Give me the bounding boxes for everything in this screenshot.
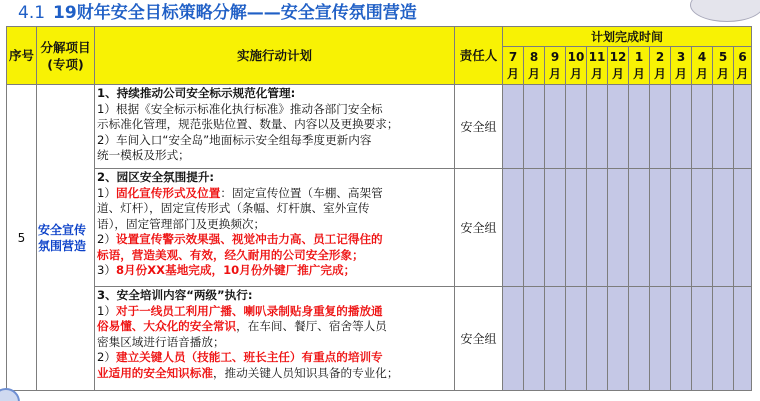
- schedule-cell: [692, 169, 713, 287]
- schedule-cell: [713, 85, 734, 169]
- month-number: 2: [655, 49, 665, 64]
- item-number: 1）: [97, 303, 116, 318]
- section-2-line: 语），固定管理部门及更换频次；: [97, 216, 266, 231]
- month-header: [629, 47, 650, 85]
- item-number: 2）: [97, 232, 116, 246]
- plan-section-2: [95, 169, 455, 287]
- month-suffix: 月: [736, 66, 749, 81]
- section-2-line: 道、灯杆），固定宣传形式（条幅、灯杆旗、室外宣传: [97, 201, 370, 215]
- schedule-cell: [629, 85, 650, 169]
- row-item: [37, 85, 95, 391]
- schedule-cell: [587, 287, 608, 391]
- strategy-table: [6, 26, 752, 391]
- schedule-cell: [545, 287, 566, 391]
- item-number: 1）: [97, 185, 116, 200]
- schedule-cell: [608, 287, 629, 391]
- month-suffix: 月: [506, 66, 519, 81]
- section-number: 4.1: [18, 3, 46, 23]
- schedule-cell: [671, 85, 692, 169]
- month-number: 4: [697, 49, 707, 64]
- schedule-cell: [650, 85, 671, 169]
- month-number: 10: [567, 49, 585, 64]
- month-suffix: 月: [674, 66, 687, 81]
- schedule-cell: [713, 169, 734, 287]
- schedule-cell: [734, 85, 752, 169]
- section-3-line: [97, 319, 452, 335]
- section-1-line: 2）车间入口“安全岛”地面标示安全组每季度更新内容: [97, 132, 372, 147]
- row-seq: 5: [7, 85, 37, 391]
- schedule-cell: [650, 169, 671, 287]
- emphasis-text: 业适用的安全知识标准: [97, 365, 213, 380]
- emphasis-text: 固化宣传形式及位置: [115, 185, 221, 200]
- schedule-cell: [671, 287, 692, 391]
- month-suffix: 月: [716, 66, 729, 81]
- schedule-cell: [734, 287, 752, 391]
- schedule-cell: [566, 85, 587, 169]
- section-3-line: [97, 366, 452, 382]
- schedule-cell: [503, 169, 524, 287]
- month-suffix: 月: [695, 66, 708, 81]
- month-header: [566, 47, 587, 85]
- month-header: [713, 47, 734, 85]
- month-suffix: 月: [653, 66, 666, 81]
- month-header: [524, 47, 545, 85]
- schedule-cell: [692, 85, 713, 169]
- emphasis-text: 俗易懂、大众化的安全常识: [97, 319, 237, 333]
- section-1-line: 1）根据《安全标示标准化执行标准》推动各部门安全标: [97, 101, 383, 116]
- month-suffix: 月: [548, 66, 561, 81]
- month-suffix: 月: [569, 66, 582, 81]
- month-number: 9: [550, 49, 560, 64]
- plain-text: ，推动关键人员知识具备的专业化；: [212, 365, 399, 380]
- plan-section-1: [95, 85, 455, 169]
- schedule-cell: [566, 287, 587, 391]
- header-timeline: 计划完成时间: [503, 27, 752, 47]
- emphasis-text: 建立关键人员（技能工、班长主任）有重点的培训专: [115, 350, 383, 364]
- month-number: 12: [609, 49, 627, 64]
- schedule-cell: [629, 287, 650, 391]
- schedule-cell: [566, 169, 587, 287]
- schedule-cell: [629, 169, 650, 287]
- header-plan: 实施行动计划: [95, 27, 455, 85]
- table-row: [7, 287, 752, 391]
- row-item-line2: 氛围营造: [38, 238, 87, 253]
- schedule-cell: [713, 287, 734, 391]
- month-number: 11: [588, 49, 606, 64]
- schedule-cell: [650, 287, 671, 391]
- corner-decoration: [690, 0, 760, 22]
- plain-text: ：固定宣传位置（车棚、高架管: [220, 185, 383, 200]
- item-number: 2）: [97, 350, 116, 364]
- header-item-line2: (专项): [47, 56, 84, 72]
- section-1-line: 统一模板及形式；: [97, 148, 190, 162]
- schedule-cell: [524, 169, 545, 287]
- section-2-line: 标语，营造美观、有效，经久耐用的公司安全形象；: [97, 247, 364, 262]
- schedule-cell: [587, 169, 608, 287]
- month-header: [503, 47, 524, 85]
- section-3-title: 3、安全培训内容“两级”执行:: [97, 288, 253, 302]
- page-heading: [18, 1, 417, 25]
- month-suffix: 月: [590, 66, 603, 81]
- row-item-line1: 安全宣传: [38, 222, 87, 237]
- item-number: 3）: [97, 263, 116, 277]
- emphasis-text: 8月份XX基地完成，10月份外键厂推广完成；: [115, 263, 356, 277]
- month-header: [650, 47, 671, 85]
- schedule-cell: [524, 85, 545, 169]
- month-header: [692, 47, 713, 85]
- schedule-cell: [545, 169, 566, 287]
- schedule-cell: [587, 85, 608, 169]
- section-2-line: [97, 232, 452, 248]
- header-item-line1: 分解项目: [40, 39, 91, 55]
- month-number: 5: [718, 49, 728, 64]
- section-3-owner: 安全组: [455, 287, 503, 391]
- schedule-cell: [692, 287, 713, 391]
- month-suffix: 月: [632, 66, 645, 81]
- header-owner: 责任人: [455, 27, 503, 85]
- header-item: [37, 27, 95, 85]
- schedule-cell: [503, 287, 524, 391]
- plain-text: ，在车间、餐厅、宿舍等人员: [236, 319, 387, 333]
- section-3-line: 密集区域进行语音播放；: [97, 334, 225, 349]
- schedule-cell: [734, 169, 752, 287]
- section-3-line: [97, 304, 452, 320]
- table-row: [7, 169, 752, 287]
- month-number: 8: [529, 49, 539, 64]
- month-number: 1: [634, 49, 644, 64]
- table-row: [7, 85, 752, 169]
- section-2-title: 2、园区安全氛围提升:: [97, 170, 215, 184]
- section-1-owner: 安全组: [455, 85, 503, 169]
- schedule-cell: [608, 169, 629, 287]
- month-number: 6: [738, 49, 747, 64]
- month-suffix: 月: [527, 66, 540, 81]
- month-header: [608, 47, 629, 85]
- schedule-cell: [545, 85, 566, 169]
- schedule-cell: [503, 85, 524, 169]
- section-2-owner: 安全组: [455, 169, 503, 287]
- emphasis-text: 设置宣传警示效果强、视觉冲击力高、员工记得住的: [115, 232, 383, 246]
- section-title: 19财年安全目标策略分解——安全宣传氛围营造: [53, 3, 417, 23]
- month-number: 7: [508, 49, 518, 64]
- section-2-line: [97, 263, 452, 279]
- section-1-line: 示标准化管理，规范张贴位置、数量、内容以及更换要求；: [97, 117, 399, 131]
- month-header: [587, 47, 608, 85]
- month-number: 3: [676, 49, 686, 64]
- plan-section-3: [95, 287, 455, 391]
- section-3-line: [97, 350, 452, 366]
- header-seq: 序号: [7, 27, 37, 85]
- month-header: [671, 47, 692, 85]
- schedule-cell: [524, 287, 545, 391]
- month-header: [545, 47, 566, 85]
- schedule-cell: [671, 169, 692, 287]
- schedule-cell: [608, 85, 629, 169]
- section-1-title: 1、持续推动公司安全标示规范化管理:: [97, 86, 296, 100]
- month-header: [734, 47, 752, 85]
- section-2-line: [97, 186, 452, 202]
- emphasis-text: 对于一线员工利用广播、喇叭录制贴身重复的播放通: [115, 303, 383, 318]
- month-suffix: 月: [611, 66, 624, 81]
